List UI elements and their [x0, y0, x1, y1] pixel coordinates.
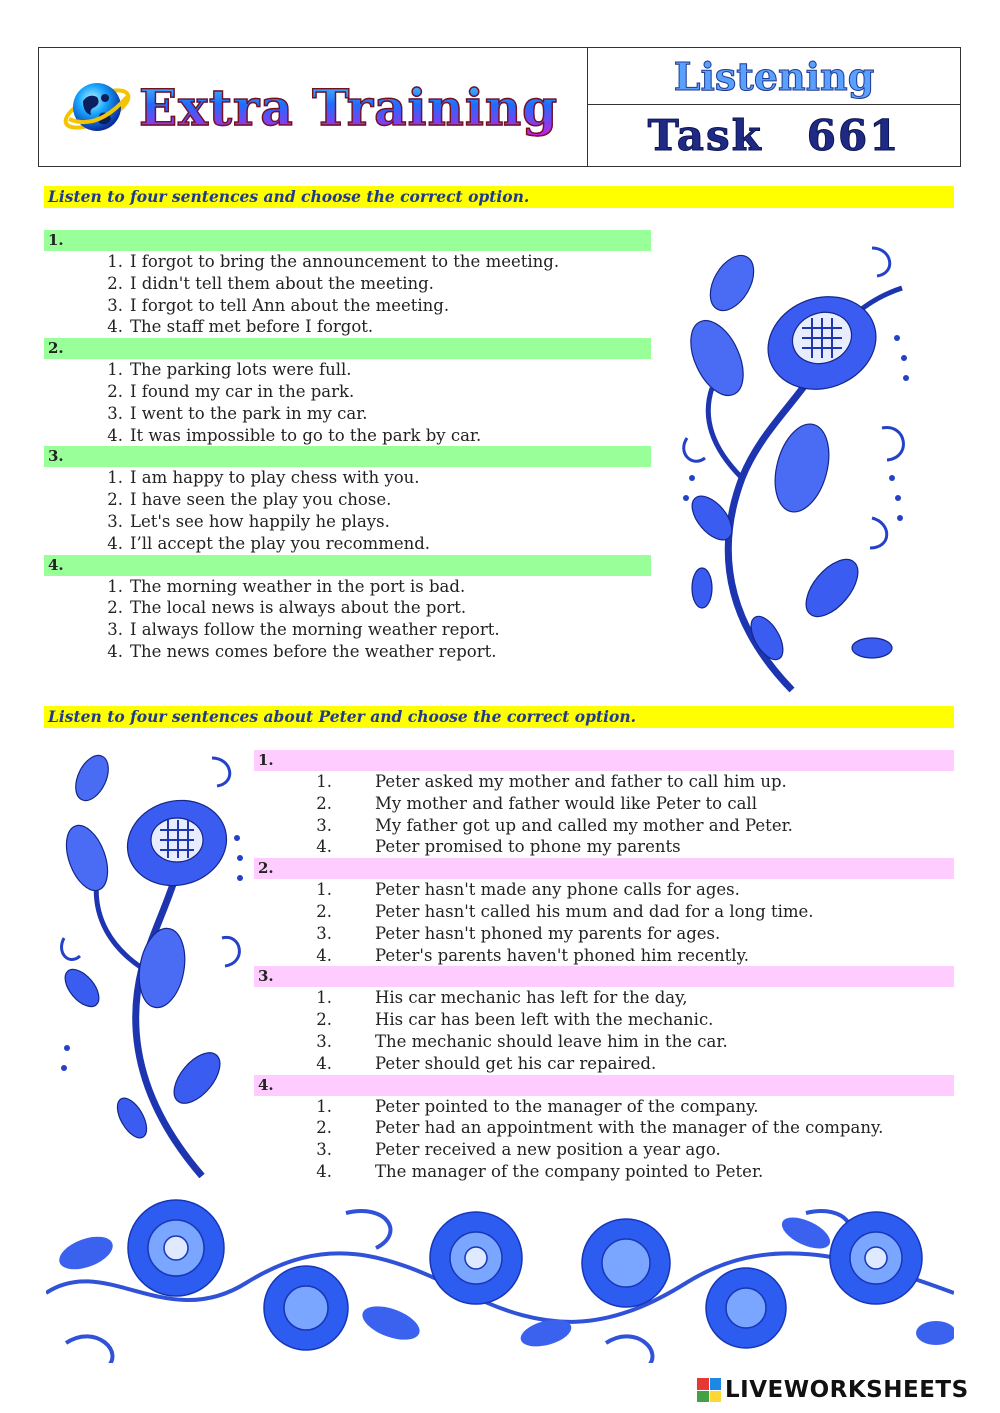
option-item[interactable] — [254, 1096, 954, 1118]
option-item[interactable] — [44, 619, 651, 641]
question-bar: 2. — [44, 338, 651, 359]
floral-ornament-icon — [52, 748, 247, 1178]
option-number: 1. — [107, 468, 123, 488]
option-text: Peter promised to phone my parents — [375, 837, 681, 857]
option-text: Peter hasn't called his mum and dad for a long time. — [375, 901, 814, 921]
option-text: Peter had an appointment with the manager of the company. — [375, 1118, 884, 1138]
option-text: The local news is always about the port. — [130, 598, 467, 618]
option-item[interactable] — [44, 381, 651, 403]
option-item[interactable] — [44, 641, 651, 663]
option-number: 3. — [107, 403, 123, 423]
option-number: 3. — [107, 620, 123, 640]
option-text: Peter hasn't phoned my parents for ages. — [375, 923, 721, 943]
option-item[interactable] — [254, 987, 954, 1009]
option-text: I’ll accept the play you recommend. — [130, 533, 431, 553]
option-text: The staff met before I forgot. — [130, 317, 374, 337]
option-item[interactable] — [254, 771, 954, 793]
option-number: 1. — [316, 880, 332, 900]
option-number: 1. — [316, 1096, 332, 1116]
option-item[interactable] — [254, 836, 954, 858]
section1-question-3 — [44, 446, 651, 554]
option-item[interactable] — [254, 815, 954, 837]
option-item[interactable] — [44, 467, 651, 489]
option-number: 4. — [107, 317, 123, 337]
option-item[interactable] — [254, 1117, 954, 1139]
option-text: I have seen the play you chose. — [130, 490, 392, 510]
option-number: 3. — [316, 923, 332, 943]
option-item[interactable] — [254, 901, 954, 923]
option-text: Peter pointed to the manager of the company. — [375, 1096, 759, 1116]
option-number: 1. — [107, 576, 123, 596]
option-number: 2. — [107, 381, 123, 401]
option-text: Peter asked my mother and father to call him up. — [375, 772, 787, 791]
option-number: 2. — [316, 793, 332, 813]
option-number: 4. — [316, 1053, 332, 1073]
task-number: 661 — [806, 111, 901, 160]
option-item[interactable] — [254, 945, 954, 967]
option-number: 2. — [316, 1118, 332, 1138]
question-bar: 1. — [254, 750, 954, 771]
option-text: I didn't tell them about the meeting. — [130, 273, 434, 293]
floral-ornament-icon — [672, 228, 914, 693]
option-number: 4. — [316, 837, 332, 857]
option-text: I am happy to play chess with you. — [130, 468, 420, 488]
option-text: I found my car in the park. — [130, 381, 355, 401]
skill-title: Listening — [673, 53, 875, 99]
option-text: The parking lots were full. — [130, 360, 352, 380]
option-number: 3. — [316, 1140, 332, 1160]
option-number: 3. — [316, 815, 332, 835]
option-item[interactable] — [44, 489, 651, 511]
option-text: His car mechanic has left for the day, — [375, 988, 688, 1008]
option-number: 4. — [107, 425, 123, 445]
option-item[interactable] — [254, 1031, 954, 1053]
question-bar: 4. — [254, 1075, 954, 1096]
brand-cell — [39, 48, 588, 166]
option-item[interactable] — [254, 793, 954, 815]
option-number: 1. — [316, 988, 332, 1008]
option-text: It was impossible to go to the park by car. — [130, 425, 482, 445]
section1-questions — [44, 230, 651, 663]
option-number: 3. — [316, 1031, 332, 1051]
option-number: 2. — [316, 901, 332, 921]
option-text: The manager of the company pointed to Peter. — [375, 1161, 764, 1181]
option-number: 2. — [107, 273, 123, 293]
option-number: 3. — [107, 295, 123, 315]
option-text: His car has been left with the mechanic. — [375, 1010, 714, 1030]
question-bar: 3. — [44, 446, 651, 467]
option-item[interactable] — [44, 533, 651, 555]
option-item[interactable] — [254, 923, 954, 945]
section1-question-4 — [44, 555, 651, 663]
option-item[interactable] — [44, 425, 651, 447]
option-number: 4. — [316, 1161, 332, 1181]
option-number: 2. — [107, 490, 123, 510]
liveworksheets-logo[interactable] — [697, 1377, 969, 1403]
option-text: My father got up and called my mother and Peter. — [375, 815, 793, 835]
liveworksheets-logo-text: LIVEWORKSHEETS — [725, 1377, 969, 1403]
floral-border-icon — [46, 1193, 954, 1363]
option-text: The news comes before the weather report. — [130, 641, 497, 661]
option-item[interactable] — [254, 879, 954, 901]
question-bar: 2. — [254, 858, 954, 879]
option-item[interactable] — [44, 295, 651, 317]
option-text: Peter hasn't made any phone calls for ages. — [375, 880, 740, 900]
option-text: I went to the park in my car. — [130, 403, 368, 423]
option-item[interactable] — [254, 1139, 954, 1161]
option-text: The morning weather in the port is bad. — [130, 576, 466, 596]
section2-question-2 — [254, 858, 954, 966]
task-row — [588, 105, 960, 166]
worksheet-header — [38, 47, 961, 167]
option-number: 4. — [107, 533, 123, 553]
liveworksheets-badge-icon — [697, 1378, 721, 1402]
section2-question-4 — [254, 1075, 954, 1183]
option-item[interactable] — [44, 511, 651, 533]
option-text: The mechanic should leave him in the car. — [375, 1031, 728, 1051]
option-item[interactable] — [44, 597, 651, 619]
option-number: 4. — [316, 945, 332, 965]
option-number: 2. — [316, 1010, 332, 1030]
option-number: 2. — [107, 598, 123, 618]
section2-questions — [254, 750, 954, 1183]
option-number: 1. — [316, 772, 332, 791]
option-text: I forgot to bring the announcement to the meeting. — [130, 252, 560, 271]
option-text: Peter received a new position a year ago. — [375, 1140, 721, 1160]
question-bar: 4. — [44, 555, 651, 576]
option-item[interactable] — [44, 359, 651, 381]
option-item[interactable] — [254, 1009, 954, 1031]
option-text: Peter's parents haven't phoned him recently. — [375, 945, 749, 965]
option-item[interactable] — [254, 1053, 954, 1075]
option-number: 4. — [107, 641, 123, 661]
task-title — [648, 111, 901, 160]
section1-instruction: Listen to four sentences and choose the correct option. — [44, 186, 954, 208]
option-item[interactable] — [44, 403, 651, 425]
brand-title: Extra Training — [139, 77, 559, 137]
option-item[interactable] — [44, 316, 651, 338]
option-item[interactable] — [44, 273, 651, 295]
section2-instruction: Listen to four sentences about Peter and choose the correct option. — [44, 706, 954, 728]
option-text: My mother and father would like Peter to call — [375, 793, 757, 813]
section1-question-1 — [44, 230, 651, 338]
question-bar: 3. — [254, 966, 954, 987]
option-text: I forgot to tell Ann about the meeting. — [130, 295, 450, 315]
option-item[interactable] — [44, 576, 651, 598]
task-cell — [588, 48, 960, 166]
section2-question-3 — [254, 966, 954, 1074]
option-number: 1. — [107, 360, 123, 380]
option-number: 3. — [107, 511, 123, 531]
globe-logo-icon — [61, 71, 133, 143]
option-text: Let's see how happily he plays. — [130, 511, 390, 531]
option-text: Peter should get his car repaired. — [375, 1053, 657, 1073]
option-text: I always follow the morning weather report. — [130, 620, 500, 640]
option-number: 1. — [107, 252, 123, 271]
section2-question-1 — [254, 750, 954, 858]
option-item[interactable] — [44, 251, 651, 273]
section1-question-2 — [44, 338, 651, 446]
question-bar: 1. — [44, 230, 651, 251]
skill-row — [588, 48, 960, 105]
option-item[interactable] — [254, 1161, 954, 1183]
task-label: Task — [647, 111, 763, 160]
